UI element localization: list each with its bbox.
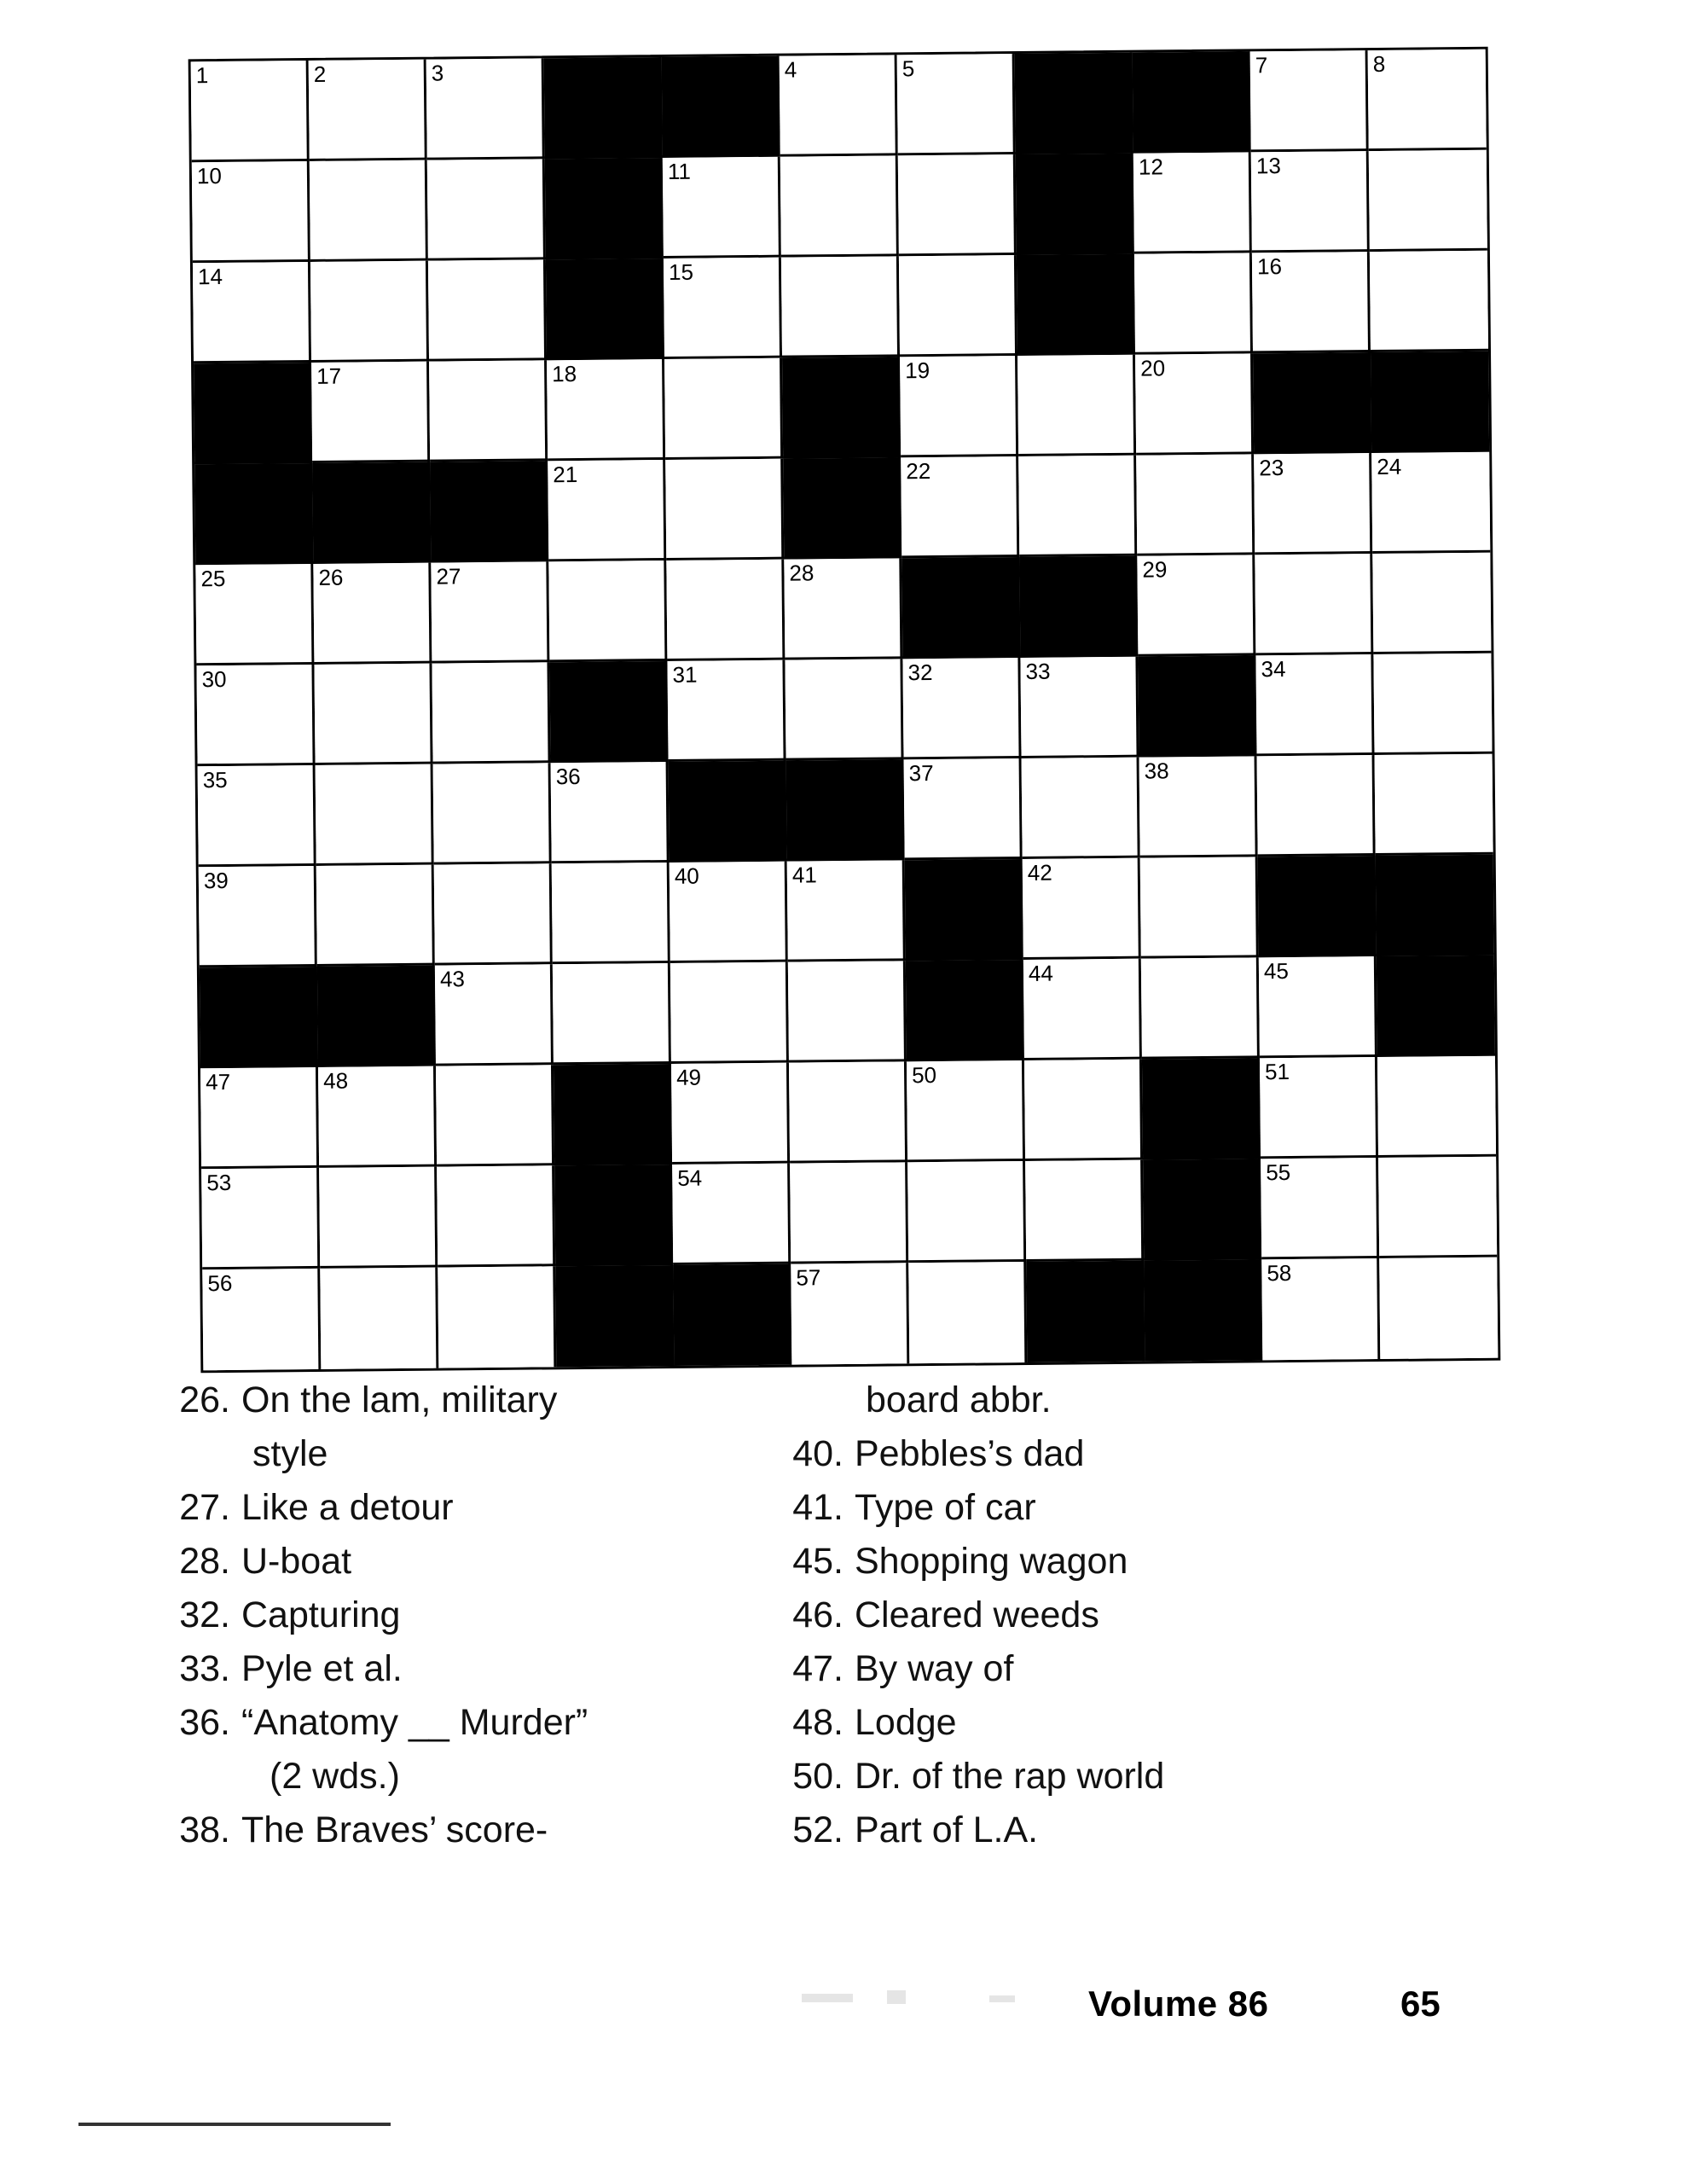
clue-text: Pyle et al. bbox=[241, 1648, 403, 1689]
grid-cell[interactable] bbox=[672, 1164, 791, 1265]
grid-cell[interactable] bbox=[789, 1061, 907, 1163]
clue-item bbox=[772, 1481, 1420, 1535]
grid-cell-number: 39 bbox=[203, 867, 229, 894]
grid-cell[interactable] bbox=[433, 763, 552, 864]
clue-text: Capturing bbox=[241, 1594, 401, 1635]
clue-lists bbox=[0, 1374, 1687, 1971]
grid-cell-number: 48 bbox=[323, 1067, 349, 1094]
grid-cell[interactable] bbox=[311, 362, 430, 463]
grid-cell[interactable] bbox=[427, 159, 546, 260]
clue-text-continued: board abbr. bbox=[866, 1380, 1052, 1420]
grid-cell[interactable] bbox=[1252, 252, 1371, 353]
grid-cell[interactable] bbox=[1023, 858, 1141, 960]
grid-cell[interactable] bbox=[1250, 50, 1369, 152]
grid-cell-number: 20 bbox=[1140, 355, 1166, 381]
grid-cell[interactable] bbox=[1020, 657, 1139, 758]
grid-cell[interactable] bbox=[780, 155, 899, 257]
grid-cell-number: 28 bbox=[789, 560, 815, 586]
grid-cell[interactable] bbox=[1134, 253, 1253, 354]
grid-cell[interactable] bbox=[1379, 1258, 1498, 1359]
clue-continuation bbox=[159, 1750, 756, 1804]
grid-block-cell bbox=[546, 258, 664, 360]
clue-number: 47. bbox=[792, 1648, 844, 1689]
grid-cell[interactable] bbox=[664, 258, 782, 359]
clue-text: By way of bbox=[855, 1648, 1014, 1689]
grid-cell[interactable] bbox=[1369, 150, 1487, 252]
footer-divider bbox=[78, 2123, 391, 2126]
grid-cell[interactable] bbox=[908, 1262, 1027, 1363]
grid-cell-number: 35 bbox=[202, 766, 228, 793]
grid-block-cell bbox=[905, 859, 1023, 961]
clue-text: Shopping wagon bbox=[855, 1541, 1128, 1582]
clue-item bbox=[772, 1696, 1420, 1750]
grid-cell[interactable] bbox=[309, 60, 427, 161]
grid-cell[interactable] bbox=[897, 54, 1016, 155]
clue-number: 45. bbox=[792, 1541, 844, 1582]
clue-item bbox=[159, 1696, 756, 1750]
grid-cell[interactable] bbox=[1018, 456, 1137, 557]
grid-block-cell bbox=[1142, 1058, 1261, 1159]
grid-cell[interactable] bbox=[901, 456, 1019, 558]
grid-cell[interactable] bbox=[436, 1065, 554, 1166]
grid-cell[interactable] bbox=[1259, 956, 1377, 1058]
grid-cell[interactable] bbox=[1137, 555, 1255, 656]
grid-cell-number: 27 bbox=[436, 563, 461, 590]
grid-cell[interactable] bbox=[313, 563, 432, 665]
grid-cell[interactable] bbox=[784, 558, 902, 659]
grid-cell[interactable] bbox=[314, 664, 432, 765]
clue-item bbox=[772, 1589, 1420, 1642]
grid-cell-number: 41 bbox=[791, 862, 817, 888]
grid-cell-number: 17 bbox=[316, 363, 342, 389]
grid-cell[interactable] bbox=[664, 358, 783, 460]
grid-cell[interactable] bbox=[1368, 49, 1487, 151]
grid-block-cell bbox=[1019, 556, 1138, 658]
clue-item bbox=[159, 1535, 756, 1589]
clue-text: U-boat bbox=[241, 1541, 352, 1582]
grid-cell-number: 53 bbox=[206, 1169, 232, 1196]
grid-cell[interactable] bbox=[1373, 653, 1492, 755]
grid-cell[interactable] bbox=[438, 1266, 556, 1368]
clue-number: 38. bbox=[179, 1809, 230, 1850]
grid-cell-number: 21 bbox=[553, 461, 578, 488]
grid-cell[interactable] bbox=[1375, 754, 1493, 856]
grid-cell[interactable] bbox=[1024, 1060, 1143, 1161]
grid-cell[interactable] bbox=[1135, 353, 1254, 455]
grid-cell-number: 11 bbox=[667, 158, 692, 184]
grid-cell[interactable] bbox=[1261, 1258, 1380, 1360]
grid-block-cell bbox=[669, 761, 787, 863]
clue-number: 33. bbox=[179, 1648, 230, 1689]
grid-cell-number: 50 bbox=[911, 1061, 937, 1089]
clue-text: Pebbles’s dad bbox=[855, 1433, 1085, 1474]
grid-cell-number: 3 bbox=[431, 60, 444, 86]
grid-block-cell bbox=[554, 1165, 673, 1266]
grid-block-cell bbox=[1143, 1159, 1261, 1260]
grid-cell-number: 7 bbox=[1255, 52, 1268, 78]
grid-block-cell bbox=[782, 357, 901, 458]
grid-cell[interactable] bbox=[1023, 959, 1142, 1060]
print-smudge bbox=[802, 1994, 853, 2002]
grid-cell-number: 26 bbox=[318, 564, 344, 590]
grid-cell[interactable] bbox=[426, 58, 545, 160]
clue-number: 48. bbox=[792, 1702, 844, 1743]
grid-cell-number: 55 bbox=[1266, 1159, 1291, 1186]
grid-block-cell bbox=[786, 759, 905, 861]
grid-block-cell bbox=[1376, 855, 1494, 956]
grid-cell[interactable] bbox=[1255, 554, 1373, 655]
grid-cell-number: 12 bbox=[1138, 154, 1163, 180]
grid-block-cell bbox=[194, 363, 312, 464]
grid-cell-number: 30 bbox=[201, 665, 227, 693]
grid-cell[interactable] bbox=[1254, 453, 1372, 555]
grid-cell-number: 19 bbox=[905, 357, 930, 384]
clue-item bbox=[159, 1642, 756, 1696]
grid-cell[interactable] bbox=[670, 962, 789, 1064]
clue-item bbox=[159, 1589, 756, 1642]
grid-block-cell bbox=[1377, 956, 1495, 1057]
clue-column-right bbox=[772, 1374, 1420, 1857]
grid-cell-number: 2 bbox=[313, 61, 327, 87]
grid-cell-number: 36 bbox=[555, 763, 581, 790]
grid-cell-number: 51 bbox=[1264, 1059, 1290, 1085]
grid-block-cell bbox=[662, 56, 780, 158]
grid-cell[interactable] bbox=[199, 866, 317, 967]
grid-cell[interactable] bbox=[316, 865, 435, 967]
grid-block-cell bbox=[901, 557, 1020, 659]
grid-cell[interactable] bbox=[1140, 857, 1259, 958]
grid-cell[interactable] bbox=[1377, 1056, 1496, 1158]
grid-cell-number: 13 bbox=[1255, 153, 1281, 179]
grid-block-cell bbox=[906, 960, 1024, 1061]
grid-cell[interactable] bbox=[1255, 654, 1374, 756]
grid-cell-number: 23 bbox=[1259, 455, 1284, 481]
grid-cell[interactable] bbox=[667, 660, 786, 762]
grid-cell[interactable] bbox=[785, 659, 903, 760]
grid-cell[interactable] bbox=[431, 561, 549, 663]
grid-cell[interactable] bbox=[899, 255, 1017, 357]
page-number: 65 bbox=[1400, 1984, 1441, 2024]
grid-cell[interactable] bbox=[1022, 758, 1140, 859]
grid-block-cell bbox=[554, 1064, 672, 1165]
grid-cell[interactable] bbox=[1133, 152, 1252, 253]
grid-cell-number: 32 bbox=[907, 659, 933, 686]
grid-block-cell bbox=[1371, 351, 1489, 453]
grid-cell-number: 18 bbox=[552, 360, 577, 387]
grid-block-cell bbox=[545, 158, 664, 259]
grid-cell-number: 38 bbox=[1144, 758, 1169, 784]
grid-cell[interactable] bbox=[316, 764, 434, 866]
grid-cell[interactable] bbox=[1251, 151, 1370, 253]
grid-cell[interactable] bbox=[1372, 553, 1491, 654]
clue-text: On the lam, military bbox=[241, 1380, 558, 1420]
grid-cell[interactable] bbox=[904, 758, 1023, 860]
grid-cell[interactable] bbox=[1371, 452, 1490, 554]
grid-cell-number: 54 bbox=[677, 1165, 703, 1191]
clue-number: 46. bbox=[792, 1594, 844, 1635]
grid-cell-number: 29 bbox=[1142, 556, 1168, 583]
grid-cell[interactable] bbox=[552, 863, 670, 964]
grid-cell-number: 56 bbox=[207, 1269, 233, 1297]
grid-cell[interactable] bbox=[428, 259, 547, 361]
clue-number: 40. bbox=[792, 1433, 844, 1474]
grid-cell-number: 22 bbox=[906, 458, 931, 485]
grid-cell[interactable] bbox=[1260, 1057, 1378, 1159]
grid-cell-number: 8 bbox=[1372, 50, 1386, 78]
grid-cell[interactable] bbox=[787, 860, 906, 961]
grid-cell[interactable] bbox=[788, 961, 907, 1062]
grid-block-cell bbox=[783, 457, 901, 559]
grid-cell[interactable] bbox=[791, 1263, 909, 1364]
clue-text-continued: style bbox=[252, 1433, 328, 1474]
grid-block-cell bbox=[194, 463, 313, 565]
clue-text: Lodge bbox=[855, 1702, 957, 1743]
grid-cell[interactable] bbox=[198, 765, 316, 867]
grid-cell[interactable] bbox=[429, 360, 548, 462]
grid-cell-number: 49 bbox=[675, 1064, 702, 1090]
grid-block-cell bbox=[312, 462, 431, 564]
grid-block-cell bbox=[1016, 154, 1134, 255]
grid-block-cell bbox=[317, 966, 436, 1067]
clue-item bbox=[159, 1374, 756, 1427]
grid-cell[interactable] bbox=[666, 560, 785, 661]
clue-continuation bbox=[159, 1427, 756, 1481]
grid-block-cell bbox=[1015, 53, 1133, 154]
grid-cell-number: 43 bbox=[439, 966, 466, 992]
grid-cell-number: 42 bbox=[1027, 859, 1052, 886]
clue-text: Like a detour bbox=[241, 1487, 454, 1528]
grid-cell[interactable] bbox=[1378, 1157, 1497, 1258]
grid-cell[interactable] bbox=[435, 964, 554, 1066]
grid-cell[interactable] bbox=[780, 55, 898, 156]
grid-cell[interactable] bbox=[900, 356, 1018, 457]
clue-number: 41. bbox=[792, 1487, 844, 1528]
grid-block-cell bbox=[1138, 655, 1256, 757]
crossword-grid[interactable] bbox=[188, 47, 1501, 1374]
print-smudge bbox=[989, 1995, 1015, 2002]
grid-cell[interactable] bbox=[790, 1162, 908, 1263]
clue-item bbox=[772, 1750, 1420, 1804]
clue-text: Part of L.A. bbox=[855, 1809, 1039, 1850]
crossword-puzzle bbox=[188, 47, 1501, 1374]
clue-item bbox=[772, 1804, 1420, 1857]
grid-cell-number: 57 bbox=[796, 1264, 821, 1291]
grid-cell[interactable] bbox=[898, 154, 1017, 256]
grid-cell[interactable] bbox=[1257, 755, 1376, 857]
grid-cell[interactable] bbox=[434, 863, 553, 965]
grid-cell-number: 25 bbox=[200, 565, 226, 592]
grid-cell[interactable] bbox=[907, 1161, 1026, 1263]
grid-cell[interactable] bbox=[310, 160, 428, 262]
grid-cell[interactable] bbox=[310, 261, 429, 363]
grid-cell[interactable] bbox=[1141, 957, 1260, 1059]
grid-block-cell bbox=[1026, 1261, 1145, 1362]
clue-number: 32. bbox=[179, 1594, 230, 1635]
grid-cell-number: 31 bbox=[672, 661, 698, 688]
grid-cell-number: 58 bbox=[1267, 1259, 1292, 1287]
grid-block-cell bbox=[1017, 254, 1135, 356]
grid-block-cell bbox=[544, 57, 663, 159]
grid-block-cell bbox=[673, 1264, 791, 1366]
grid-cell-number: 15 bbox=[668, 258, 694, 285]
grid-cell[interactable] bbox=[200, 1067, 319, 1169]
clue-column-left bbox=[159, 1374, 756, 1857]
grid-cell[interactable] bbox=[193, 262, 311, 363]
grid-cell[interactable] bbox=[432, 662, 550, 764]
grid-block-cell bbox=[1258, 856, 1377, 957]
page-footer bbox=[0, 1984, 1687, 2086]
grid-cell[interactable] bbox=[195, 564, 314, 665]
grid-cell[interactable] bbox=[553, 963, 671, 1065]
grid-cell[interactable] bbox=[902, 658, 1021, 759]
grid-cell[interactable] bbox=[907, 1060, 1025, 1162]
grid-cell[interactable] bbox=[1370, 251, 1488, 352]
grid-cell[interactable] bbox=[202, 1269, 321, 1370]
clue-text-continued: (2 wds.) bbox=[270, 1756, 400, 1797]
grid-block-cell bbox=[1144, 1259, 1262, 1361]
clue-item bbox=[772, 1427, 1420, 1481]
clue-text: Type of car bbox=[855, 1487, 1036, 1528]
grid-cell[interactable] bbox=[318, 1066, 437, 1168]
grid-cell[interactable] bbox=[1139, 756, 1258, 857]
clue-text: “Anatomy __ Murder” bbox=[241, 1702, 588, 1743]
grid-cell-number: 34 bbox=[1261, 656, 1286, 682]
grid-cell[interactable] bbox=[1136, 454, 1255, 555]
volume-label: Volume 86 bbox=[1088, 1984, 1269, 2024]
clue-text: The Braves’ score- bbox=[241, 1809, 548, 1850]
clue-text: Dr. of the rap world bbox=[855, 1756, 1165, 1797]
grid-cell[interactable] bbox=[671, 1063, 790, 1165]
grid-block-cell bbox=[549, 661, 668, 763]
grid-cell[interactable] bbox=[665, 459, 784, 561]
grid-cell[interactable] bbox=[1261, 1158, 1379, 1259]
grid-cell-number: 45 bbox=[1263, 958, 1290, 985]
clue-number: 52. bbox=[792, 1809, 844, 1850]
grid-cell-number: 44 bbox=[1028, 960, 1054, 986]
grid-cell[interactable] bbox=[1017, 355, 1136, 456]
grid-block-cell bbox=[430, 461, 548, 562]
grid-block-cell bbox=[555, 1265, 674, 1367]
grid-cell[interactable] bbox=[1025, 1160, 1144, 1262]
clue-item bbox=[159, 1481, 756, 1535]
clue-text: Cleared weeds bbox=[855, 1594, 1099, 1635]
grid-block-cell bbox=[1133, 51, 1251, 153]
grid-cell[interactable] bbox=[196, 665, 315, 766]
clue-item bbox=[159, 1804, 756, 1857]
grid-cell-number: 47 bbox=[206, 1068, 231, 1095]
grid-cell[interactable] bbox=[191, 61, 310, 162]
grid-cell-number: 33 bbox=[1025, 658, 1051, 684]
grid-block-cell bbox=[200, 967, 318, 1068]
grid-block-cell bbox=[1253, 352, 1371, 454]
grid-cell-number: 14 bbox=[197, 263, 223, 290]
grid-cell[interactable] bbox=[192, 161, 310, 263]
grid-cell[interactable] bbox=[551, 762, 670, 863]
grid-cell-number: 40 bbox=[674, 863, 699, 889]
clue-continuation bbox=[772, 1374, 1420, 1427]
clue-number: 36. bbox=[179, 1702, 230, 1743]
grid-cell-number: 24 bbox=[1377, 453, 1402, 479]
grid-cell-number: 1 bbox=[195, 62, 209, 89]
grid-cell[interactable] bbox=[437, 1165, 555, 1267]
grid-cell[interactable] bbox=[201, 1168, 320, 1269]
grid-cell[interactable] bbox=[663, 157, 781, 258]
grid-cell-number: 4 bbox=[784, 56, 797, 83]
grid-cell[interactable] bbox=[320, 1268, 438, 1369]
clue-item bbox=[772, 1535, 1420, 1589]
clue-item bbox=[772, 1642, 1420, 1696]
grid-cell-number: 5 bbox=[901, 55, 915, 82]
print-smudge bbox=[887, 1990, 906, 2004]
grid-cell[interactable] bbox=[319, 1167, 438, 1269]
grid-cell[interactable] bbox=[548, 460, 666, 561]
grid-cell[interactable] bbox=[547, 359, 665, 461]
grid-cell[interactable] bbox=[670, 862, 788, 963]
clue-number: 50. bbox=[792, 1756, 844, 1797]
grid-cell[interactable] bbox=[548, 561, 667, 662]
grid-cell-number: 16 bbox=[1256, 253, 1283, 280]
grid-cell[interactable] bbox=[781, 256, 900, 357]
grid-cell-number: 37 bbox=[908, 759, 934, 787]
clue-number: 27. bbox=[179, 1487, 230, 1528]
clue-number: 28. bbox=[179, 1541, 230, 1582]
clue-number: 26. bbox=[179, 1380, 230, 1420]
grid-cell-number: 10 bbox=[196, 162, 223, 189]
